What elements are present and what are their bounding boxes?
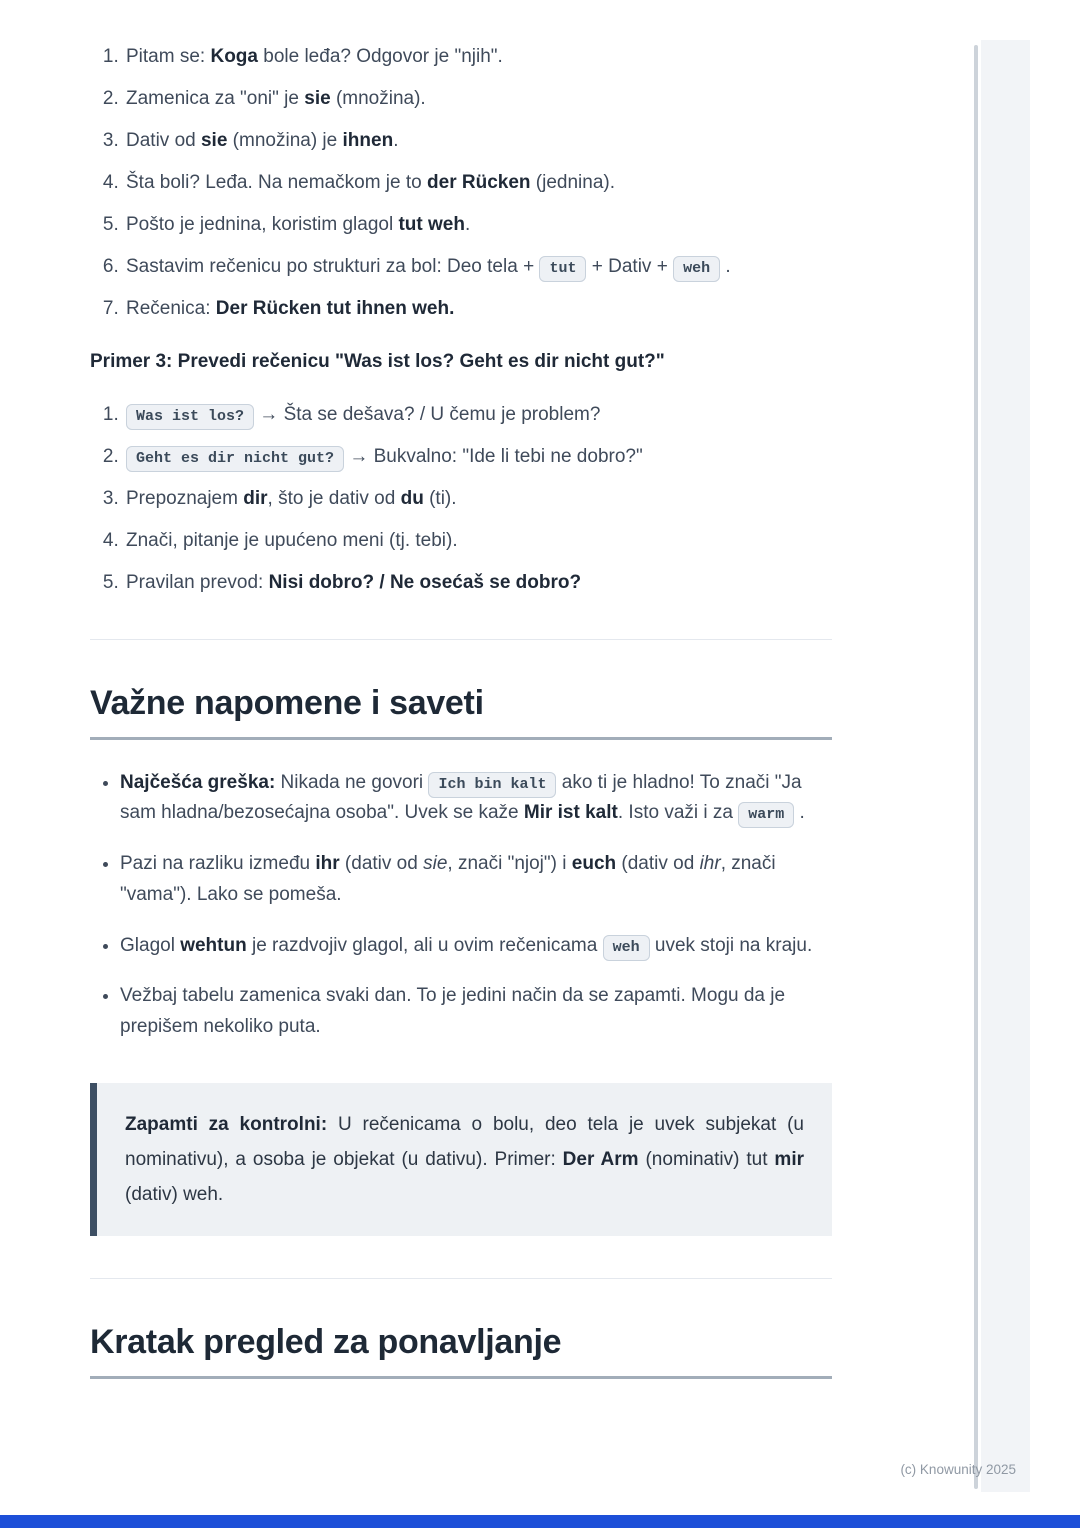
bold-text: Der Arm bbox=[562, 1149, 639, 1171]
example-3-steps-list bbox=[90, 402, 832, 597]
reminder-callout bbox=[90, 1083, 832, 1236]
text-segment: U rečenicama o bolu, deo tela je uvek subjekat (u nominativu), a osoba je objekat (u dativu). Primer: bbox=[125, 1113, 804, 1171]
list-item bbox=[124, 44, 832, 71]
bold-text: ihr bbox=[315, 853, 340, 875]
bold-text: der Rücken bbox=[427, 171, 531, 193]
list-item bbox=[120, 981, 832, 1043]
bold-text: dir bbox=[243, 487, 268, 509]
text-segment: (množina) je bbox=[227, 129, 343, 151]
inline-code: weh bbox=[673, 256, 720, 282]
text-segment: ako ti je hladno! To znači "Ja sam hladna/bezosećajna osoba". Uvek se kaže bbox=[120, 771, 802, 824]
text-segment: Zamenica za "oni" je bbox=[126, 87, 305, 109]
text-segment: Pazi na razliku između bbox=[120, 853, 316, 875]
bold-text: Der Rücken tut ihnen weh. bbox=[215, 297, 455, 319]
text-segment: Dativ od bbox=[126, 129, 201, 151]
text-segment: . Isto važi i za bbox=[617, 802, 739, 824]
bold-text: Mir ist kalt bbox=[523, 802, 618, 824]
text-segment: (dativ) weh. bbox=[125, 1184, 224, 1206]
text-segment: , što je dativ od bbox=[267, 487, 401, 509]
list-item bbox=[124, 570, 832, 597]
text-segment: + Dativ + bbox=[586, 255, 674, 277]
text-segment: bole leđa? Odgovor je "njih". bbox=[257, 46, 503, 67]
inline-code: Was ist los? bbox=[126, 404, 254, 430]
inline-code: warm bbox=[738, 802, 794, 828]
section-divider bbox=[90, 1278, 832, 1279]
bold-text: Primer 3: Prevedi rečenicu "Was ist los? Geht es dir nicht gut?" bbox=[90, 350, 665, 372]
bold-text: tut weh bbox=[398, 213, 465, 235]
bold-text: Najčešća greška: bbox=[120, 771, 276, 793]
list-item bbox=[120, 849, 832, 911]
list-item bbox=[120, 931, 832, 962]
bold-text: sie bbox=[304, 87, 331, 109]
text-segment: (dativ od bbox=[616, 853, 700, 875]
inline-code: weh bbox=[603, 935, 650, 961]
text-segment: → Šta se dešava? / U čemu je problem? bbox=[254, 403, 601, 425]
list-item bbox=[124, 170, 832, 197]
inline-code: Geht es dir nicht gut? bbox=[126, 446, 344, 472]
text-segment: , znači "njoj") i bbox=[447, 853, 572, 875]
bold-text: euch bbox=[571, 853, 617, 875]
text-segment: . bbox=[393, 129, 399, 151]
bold-text: ihnen bbox=[342, 129, 394, 151]
inline-code: tut bbox=[539, 256, 586, 282]
bold-text: sie bbox=[200, 129, 228, 151]
text-segment: Rečenica: bbox=[126, 297, 216, 319]
bold-text: Nisi dobro? / Ne osećaš se dobro? bbox=[268, 571, 582, 593]
text-segment: (jednina). bbox=[530, 171, 615, 193]
footer-credit: (c) Knowunity 2025 bbox=[900, 1462, 1016, 1477]
text-segment: , znači "vama"). Lako se pomeša. bbox=[120, 853, 776, 905]
list-item bbox=[124, 254, 832, 281]
text-segment: uvek stoji na kraju. bbox=[649, 934, 813, 956]
list-item bbox=[124, 486, 832, 513]
bold-text: Zapamti za kontrolni: bbox=[125, 1113, 328, 1135]
bold-text: du bbox=[400, 487, 424, 509]
review-section-title: Kratak pregled za ponavljanje bbox=[90, 1323, 832, 1379]
section-divider bbox=[90, 639, 832, 640]
list-item bbox=[120, 768, 832, 830]
text-segment: Šta boli? Leđa. Na nemačkom je to bbox=[126, 171, 428, 193]
list-item bbox=[124, 86, 832, 113]
example-3-heading bbox=[90, 349, 832, 376]
inline-code: Ich bin kalt bbox=[428, 772, 556, 798]
text-segment: Nikada ne govori bbox=[275, 771, 429, 793]
text-segment: Znači, pitanje je upućeno meni (tj. tebi). bbox=[126, 529, 458, 551]
list-item bbox=[124, 296, 832, 323]
text-segment: Vežbaj tabelu zamenica svaki dan. To je jedini način da se zapamti. Mogu da je prepišem nekoliko puta. bbox=[120, 985, 786, 1038]
pain-sentence-steps-list bbox=[90, 44, 832, 323]
list-item bbox=[124, 212, 832, 239]
text-segment: . bbox=[464, 213, 471, 235]
text-segment: . bbox=[720, 255, 731, 277]
notes-section-title: Važne napomene i saveti bbox=[90, 684, 832, 740]
text-segment: Pravilan prevod: bbox=[126, 571, 269, 593]
list-item bbox=[124, 128, 832, 155]
tips-list bbox=[90, 768, 832, 1043]
list-item bbox=[124, 528, 832, 555]
bottom-accent-bar bbox=[0, 1515, 1080, 1528]
bold-text: mir bbox=[774, 1149, 804, 1171]
text-segment: (ti). bbox=[423, 487, 457, 509]
text-segment: Sastavim rečenicu po strukturi za bol: Deo tela + bbox=[126, 255, 540, 277]
list-item bbox=[124, 402, 832, 429]
text-segment: Glagol bbox=[120, 934, 181, 956]
text-segment: (dativ od bbox=[339, 853, 424, 875]
text-segment: je razdvojiv glagol, ali u ovim rečenicama bbox=[246, 934, 603, 956]
text-segment: (nominativ) tut bbox=[638, 1149, 775, 1171]
text-segment: → Bukvalno: "Ide li tebi ne dobro?" bbox=[344, 445, 643, 467]
notes-content bbox=[90, 44, 832, 1379]
scrollbar-track[interactable] bbox=[981, 40, 1030, 1492]
bold-text: Koga bbox=[210, 46, 258, 67]
list-item bbox=[124, 444, 832, 471]
bold-text: wehtun bbox=[180, 934, 247, 956]
text-segment: Pošto je jednina, koristim glagol bbox=[126, 213, 399, 235]
text-segment: Prepoznajem bbox=[126, 487, 244, 509]
italic-text: sie bbox=[423, 853, 448, 875]
text-segment: . bbox=[794, 802, 805, 824]
text-segment: (množina). bbox=[330, 87, 426, 109]
italic-text: ihr bbox=[699, 853, 721, 875]
scrollbar-thumb[interactable] bbox=[974, 45, 978, 1489]
text-segment: Pitam se: bbox=[126, 46, 211, 67]
